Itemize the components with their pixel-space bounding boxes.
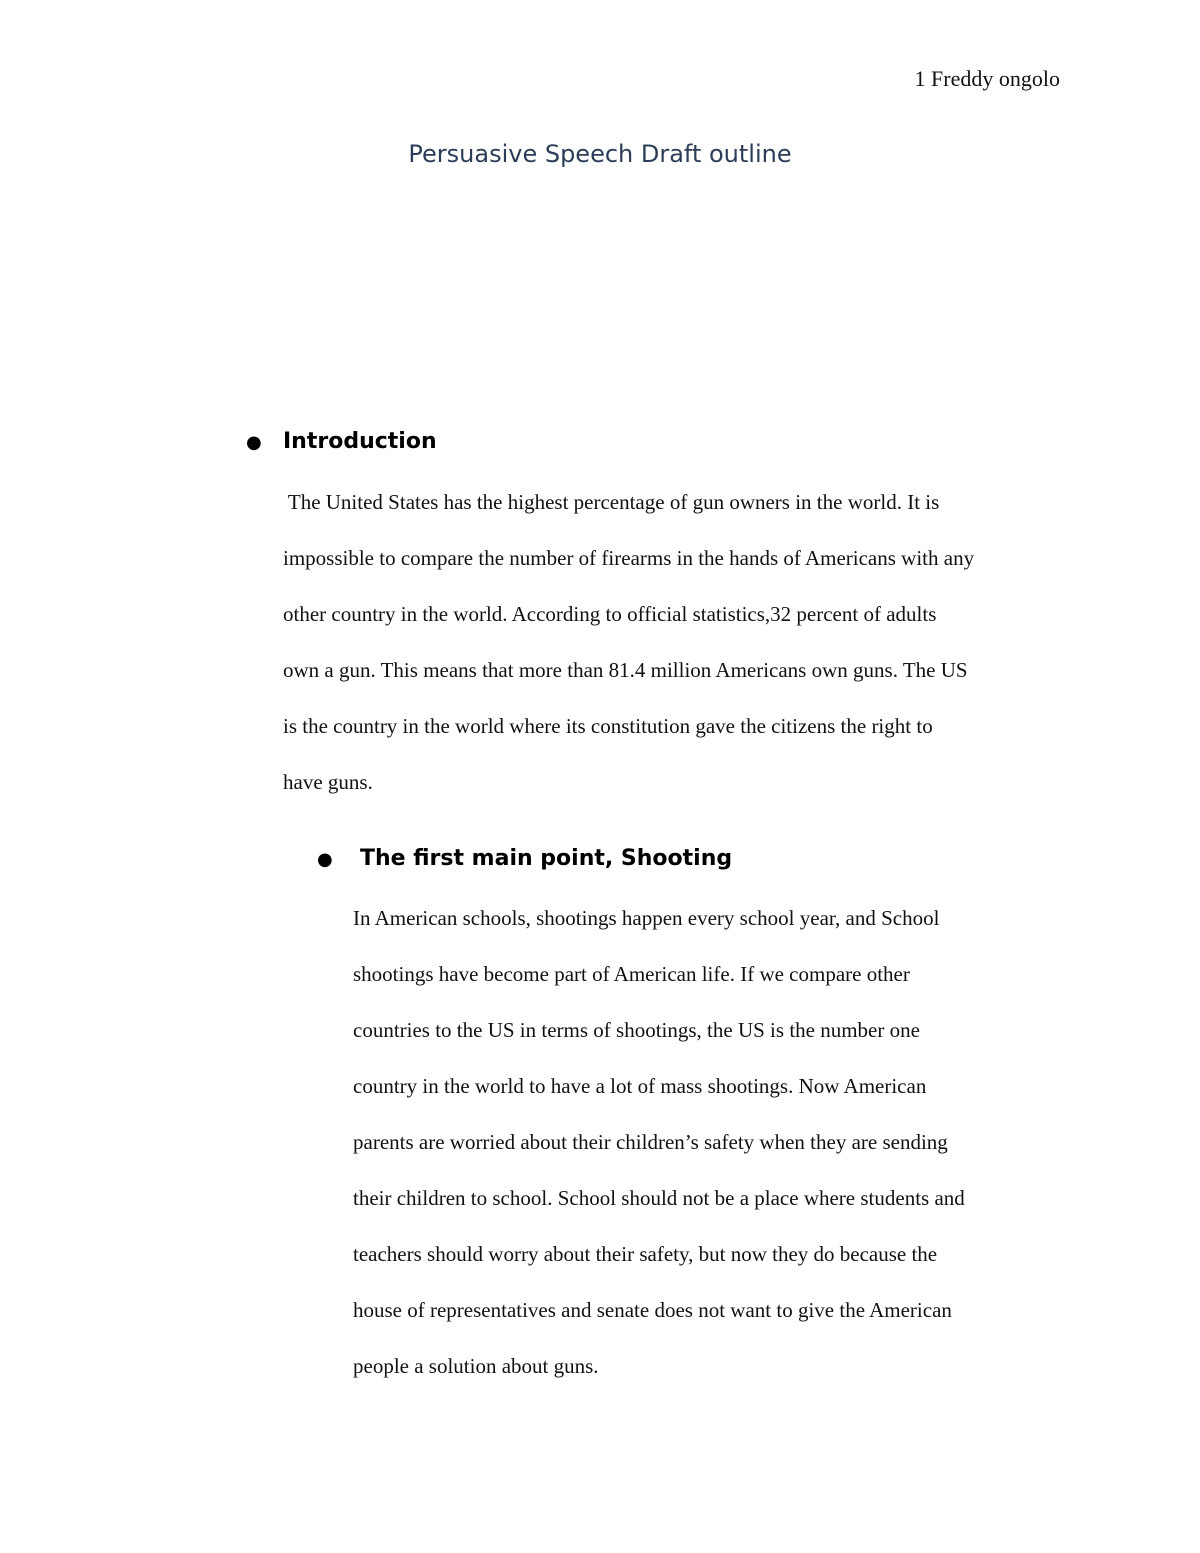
paragraph-line: impossible to compare the number of firearms in the hands of Americans with any xyxy=(283,546,975,570)
paragraph-line: parents are worried about their children’s safety when they are sending xyxy=(353,1130,948,1154)
paragraph-line: The United States has the highest percentage of gun owners in the world. It is xyxy=(283,490,940,514)
document-title: Persuasive Speech Draft outline xyxy=(408,140,792,168)
paragraph-line: people a solution about guns. xyxy=(353,1354,599,1378)
bullet-icon: ● xyxy=(317,849,333,870)
paragraph-line: own a gun. This means that more than 81.4 million Americans own guns. The US xyxy=(283,658,968,682)
paragraph-line: have guns. xyxy=(283,770,373,794)
paragraph-line: countries to the US in terms of shootings, the US is the number one xyxy=(353,1018,920,1042)
paragraph-line: their children to school. School should not be a place where students and xyxy=(353,1186,965,1210)
paragraph-line: country in the world to have a lot of mass shootings. Now American xyxy=(353,1074,927,1098)
paragraph-line: other country in the world. According to official statistics,32 percent of adults xyxy=(283,602,937,626)
paragraph-line: shootings have become part of American life. If we compare other xyxy=(353,962,910,986)
paragraph-line: house of representatives and senate does not want to give the American xyxy=(353,1298,952,1322)
paragraph-line: In American schools, shootings happen every school year, and School xyxy=(353,906,940,930)
section-heading-first-main-point: The first main point, Shooting xyxy=(360,846,733,871)
page-header: 1 Freddy ongolo xyxy=(914,66,1060,91)
paragraph-line: is the country in the world where its constitution gave the citizens the right to xyxy=(283,714,933,738)
paragraph-line: teachers should worry about their safety, but now they do because the xyxy=(353,1242,938,1266)
bullet-icon: ● xyxy=(246,432,262,453)
section-heading-introduction: Introduction xyxy=(283,429,437,454)
